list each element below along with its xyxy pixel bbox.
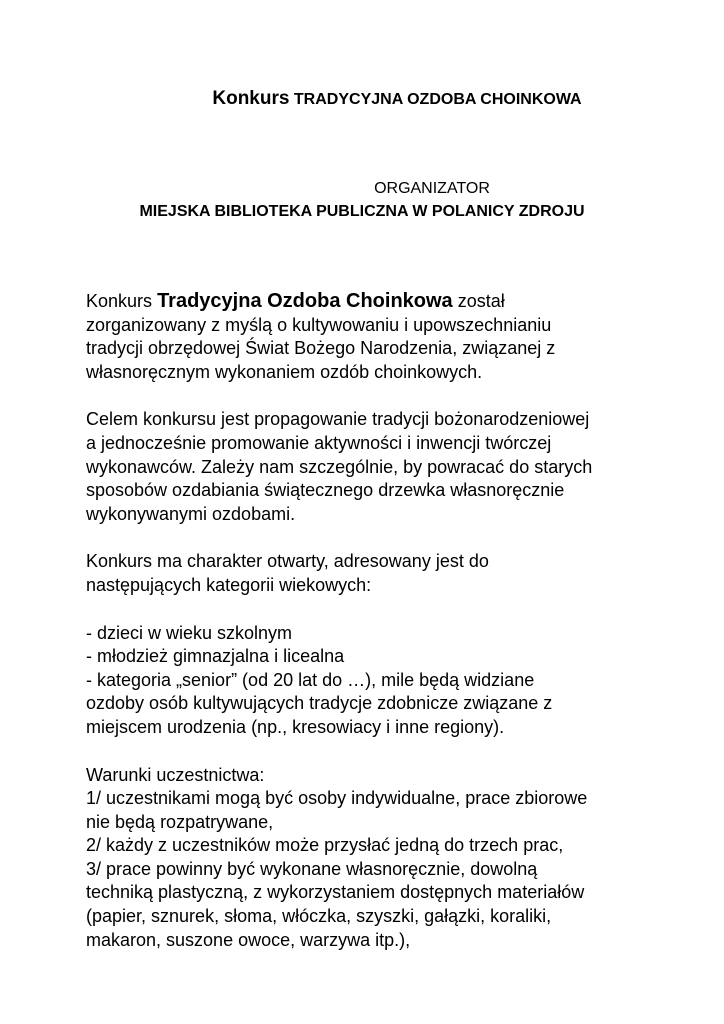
organizer-label: ORGANIZATOR <box>374 180 490 197</box>
goal-paragraph <box>86 408 666 526</box>
category-item: miejscem urodzenia (np., kresowiacy i inne regiony). <box>86 716 505 737</box>
condition-line: 1/ uczestnikami mogą być osoby indywidualne, prace zbiorowe <box>86 788 588 809</box>
goal-line: wykonywanymi ozdobami. <box>86 503 296 524</box>
organizer-block <box>0 178 724 222</box>
condition-line: (papier, sznurek, słoma, włóczka, szyszki, gałązki, koraliki, <box>86 906 552 927</box>
categories-intro-line: Konkurs ma charakter otwarty, adresowany jest do <box>86 551 489 572</box>
condition-line: makaron, suszone owoce, warzywa itp.), <box>86 929 411 950</box>
intro-paragraph <box>86 290 666 384</box>
intro-line: tradycji obrzędowej Świat Bożego Narodzenia, związanej z <box>86 338 556 359</box>
title-rest: TRADYCYJNA OZDOBA CHOINKOWA <box>293 91 582 108</box>
goal-line: sposobów ozdabiania świątecznego drzewka własnoręcznie <box>86 480 565 501</box>
categories-intro-paragraph <box>86 550 666 597</box>
goal-line: a jednocześnie promowanie aktywności i inwencji twórczej <box>86 432 552 453</box>
document-body <box>86 290 666 976</box>
categories-intro-line: następujących kategorii wiekowych: <box>86 574 372 595</box>
condition-line: nie będą rozpatrywane, <box>86 811 274 832</box>
condition-line: 2/ każdy z uczestników może przysłać jedną do trzech prac, <box>86 835 564 856</box>
category-item: - młodzież gimnazjalna i licealna <box>86 646 345 667</box>
intro-line1-suffix: został <box>457 291 505 311</box>
intro-line-1 <box>86 290 666 314</box>
category-item: ozdoby osób kultywujących tradycje zdobnicze związane z <box>86 693 553 714</box>
conditions-heading: Warunki uczestnictwa: <box>86 764 265 785</box>
category-item: - kategoria „senior” (od 20 lat do …), mile będą widziane <box>86 669 535 690</box>
conditions-section <box>86 764 666 953</box>
condition-line: techniką plastyczną, z wykorzystaniem dostępnych materiałów <box>86 882 585 903</box>
condition-line: 3/ prace powinny być wykonane własnoręcznie, dowolną <box>86 858 538 879</box>
contest-name: Tradycyjna Ozdoba Choinkowa <box>157 290 453 312</box>
category-item: - dzieci w wieku szkolnym <box>86 622 293 643</box>
document-title <box>0 88 724 110</box>
goal-line: Celem konkursu jest propagowanie tradycji bożonarodzeniowej <box>86 409 590 430</box>
intro-prefix: Konkurs <box>86 291 153 311</box>
organizer-name: MIEJSKA BIBLIOTEKA PUBLICZNA W POLANICY ZDROJU <box>139 203 585 220</box>
intro-line: zorganizowany z myślą o kultywowaniu i upowszechnianiu <box>86 314 552 335</box>
categories-list <box>86 622 666 740</box>
title-lead: Konkurs <box>212 88 290 109</box>
goal-line: wykonawców. Zależy nam szczególnie, by powracać do starych <box>86 456 593 477</box>
intro-line: własnoręcznym wykonaniem ozdób choinkowych. <box>86 361 483 382</box>
